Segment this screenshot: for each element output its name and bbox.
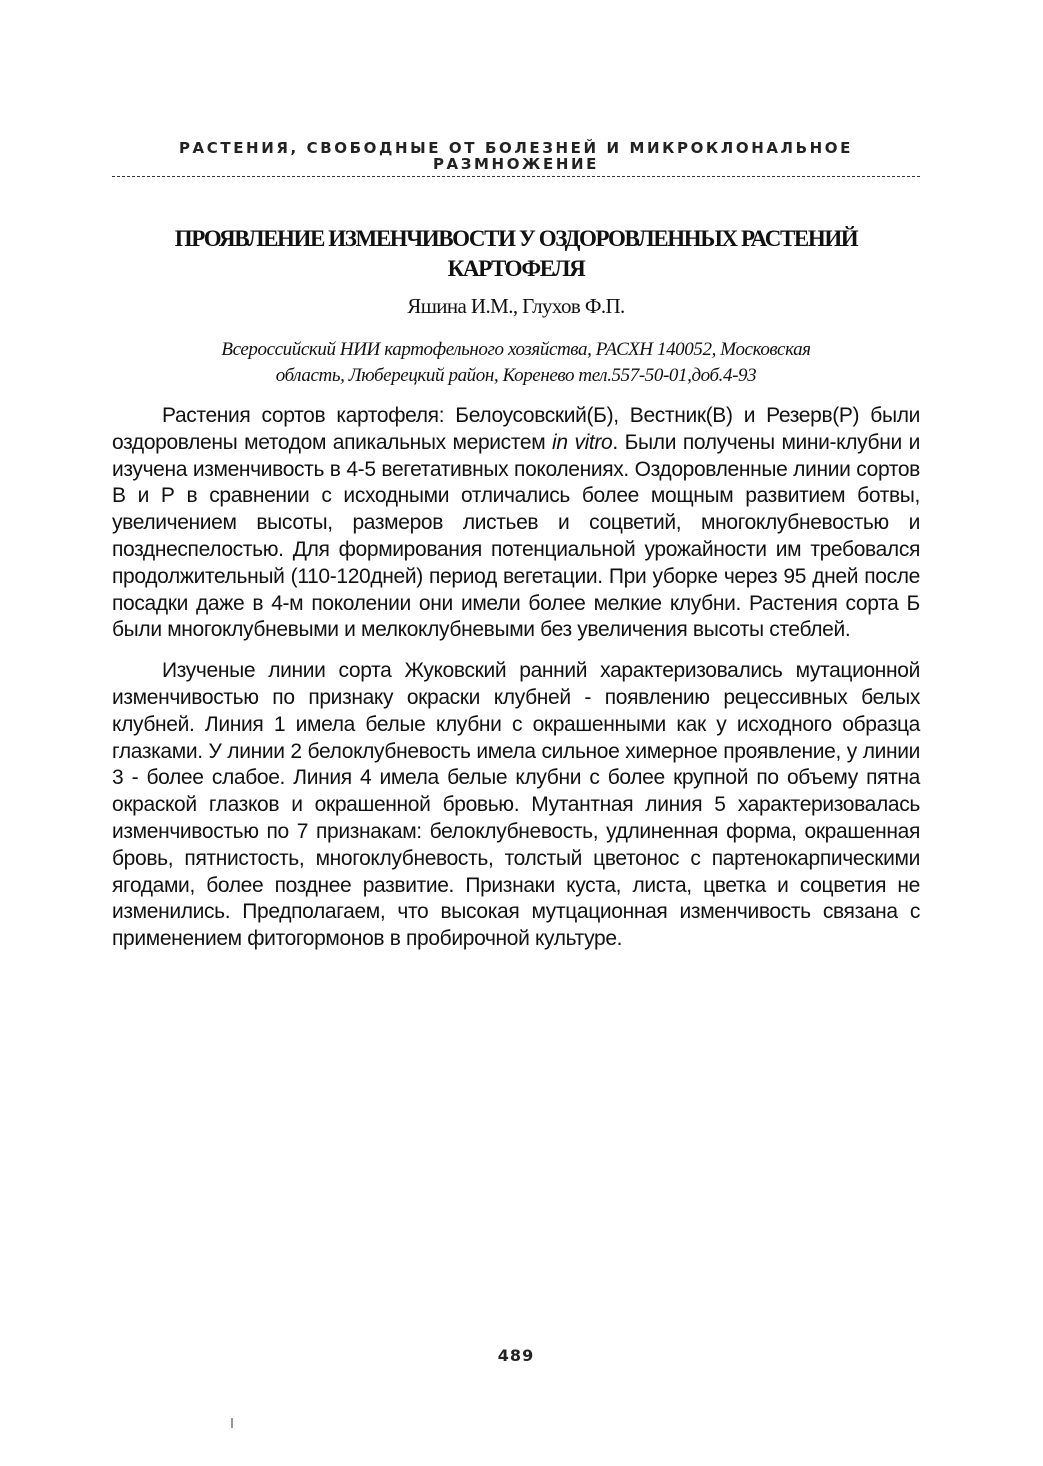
paragraph-1-text-b: . Были получены мини-клубни и изучена изменчивость в 4-5 вегетативных поколениях. Оздоровленные линии сортов В и Р в сравнении с исходными отличались более мощным развитием ботвы, увеличением высоты, размеров листьев и соцветий, многоклубневостью и позднеспелостью. Для формирования потенциальной урожайности им требовался продолжительный (110-120дней) период вегетации. При уборке через 95 дней после посадки даже в 4-м поколении они имели более мелкие клубни. Растения сорта Б были многоклубневыми и мелкоклубневыми без увеличения высоты стеблей. <box>112 430 920 642</box>
paragraph-1 <box>112 403 920 644</box>
paragraph-1-italic-term: in vitro <box>552 430 613 454</box>
article-body <box>112 403 920 967</box>
article-title <box>112 224 920 284</box>
authors: Яшина И.М., Глухов Ф.П. <box>407 294 625 318</box>
article-title-line-1: ПРОЯВЛЕНИЕ ИЗМЕНЧИВОСТИ У ОЗДОРОВЛЕННЫХ РАСТЕНИЙ <box>174 226 858 251</box>
running-header-line-2: РАЗМНОЖЕНИЕ <box>432 155 600 173</box>
paragraph-1-text-a: Растения сортов картофеля: Белоусовский(Б), Вестник(В) и Резерв(Р) были оздоровлены методом апикальных меристем <box>112 404 920 454</box>
running-header <box>112 140 920 172</box>
affiliation <box>112 337 920 389</box>
header-divider <box>112 176 920 177</box>
article-title-line-2: КАРТОФЕЛЯ <box>447 256 585 281</box>
paragraph-2: Изученые линии сорта Жуковский ранний характеризовались мутационной изменчивостью по признаку окраски клубней - появлению рецессивных белых клубней. Линия 1 имела белые клубни с окрашенными как у исходного образца глазками. У линии 2 белоклубневость имела сильное химерное проявление, у линии 3 - более слабое. Линия 4 имела белые клубни с более крупной по объему пятна окраской глазков и окрашенной бровью. Мутантная линия 5 характеризовалась изменчивостью по 7 признакам: белоклубневость, удлиненная форма, окрашенная бровь, пятнистость, многоклубневость, толстый цветонос с партенокарпическими ягодами, более позднее развитие. Признаки куста, листа, цветка и соцветия не изменились. Предполагаем, что высокая мутцационная изменчивость связана с применением фитогормонов в пробирочной культуре. <box>112 659 920 951</box>
affiliation-line-1: Всероссийский НИИ картофельного хозяйства, РАСХН 140052, Московская <box>221 339 811 360</box>
scan-speck <box>231 1418 233 1428</box>
running-header-line-1: РАСТЕНИЯ, СВОБОДНЫЕ ОТ БОЛЕЗНЕЙ И МИКРОКЛОНАЛЬНОЕ <box>178 139 854 157</box>
page-number: 489 <box>497 1346 535 1365</box>
affiliation-line-2: область, Люберецкий район, Коренево тел.557-50-01,доб.4-93 <box>275 365 757 386</box>
